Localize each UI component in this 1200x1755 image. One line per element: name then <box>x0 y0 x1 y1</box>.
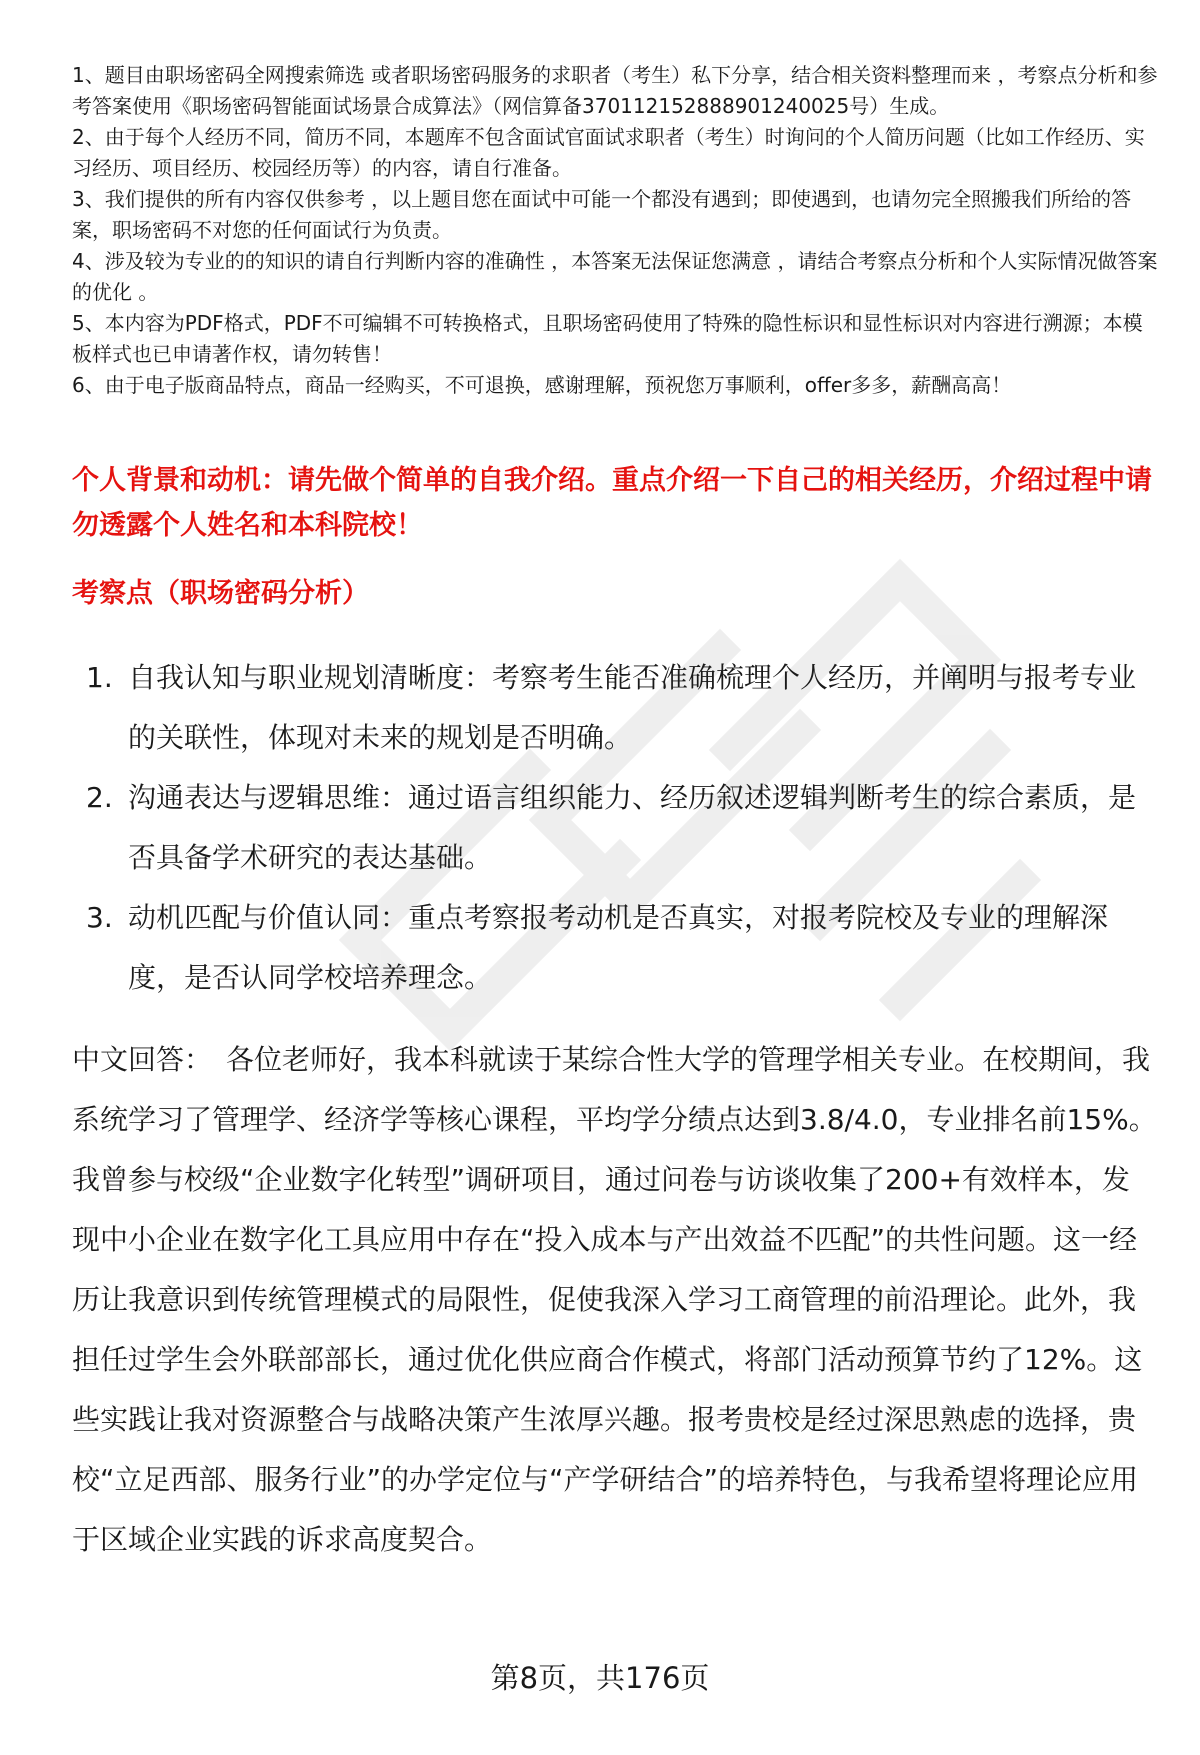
disclaimer-note-3: 3、我们提供的所有内容仅供参考 ，以上题目您在面试中可能一个都没有遇到；即使遇到，也请勿完全照搬我们所给的答案，职场密码不对您的任何面试行为负责。 <box>72 187 1132 242</box>
analysis-point-2 <box>72 768 1152 888</box>
point-text: 沟通表达与逻辑思维：通过语言组织能力、经历叙述逻辑判断考生的综合素质，是否具备学术研究的表达基础。 <box>128 781 1137 874</box>
answer-paragraph <box>72 1030 1157 1570</box>
disclaimer-note-6: 6、由于电子版商品特点，商品一经购买，不可退换，感谢理解，预祝您万事顺利，offer多多，薪酬高高！ <box>72 373 1012 397</box>
answer-label: 中文回答： <box>72 1043 213 1076</box>
analysis-point-1 <box>72 648 1152 768</box>
point-text: 自我认知与职业规划清晰度：考察考生能否准确梳理个人经历，并阐明与报考专业的关联性，体现对未来的规划是否明确。 <box>128 661 1137 754</box>
analysis-point-3 <box>72 888 1152 1008</box>
interview-question: 个人背景和动机：请先做个简单的自我介绍。重点介绍一下自己的相关经历，介绍过程中请勿透露个人姓名和本科院校！ <box>72 465 1152 541</box>
disclaimer-note-5: 5、本内容为PDF格式，PDF不可编辑不可转换格式，且职场密码使用了特殊的隐性标识和显性标识对内容进行溯源；本模板样式也已申请著作权，请勿转售！ <box>72 311 1143 366</box>
disclaimer-note-4: 4、涉及较为专业的的知识的请自行判断内容的准确性 ，本答案无法保证您满意 ，请结合考察点分析和个人实际情况做答案的优化 。 <box>72 249 1158 304</box>
analysis-points <box>72 648 1152 1008</box>
page-number-footer: 第8页，共176页 <box>490 1661 710 1695</box>
point-number: 1. <box>86 661 113 694</box>
disclaimer-notes <box>72 60 1162 401</box>
disclaimer-note-1: 1、题目由职场密码全网搜索筛选 或者职场密码服务的求职者（考生）私下分享，结合相关资料整理而来 ，考察点分析和参考答案使用《职场密码智能面试场景合成算法》（网信算备370112152888901240025号）生成。 <box>72 63 1158 118</box>
point-text: 动机匹配与价值认同：重点考察报考动机是否真实，对报考院校及专业的理解深度，是否认同学校培养理念。 <box>128 901 1109 994</box>
point-number: 2. <box>86 781 113 814</box>
analysis-title: 考察点（职场密码分析） <box>72 578 369 609</box>
point-number: 3. <box>86 901 113 934</box>
disclaimer-note-2: 2、由于每个人经历不同，简历不同，本题库不包含面试官面试求职者（考生）时询问的个人简历问题（比如工作经历、实习经历、项目经历、校园经历等）的内容，请自行准备。 <box>72 125 1145 180</box>
answer-text: 各位老师好，我本科就读于某综合性大学的管理学相关专业。在校期间，我系统学习了管理学、经济学等核心课程，平均学分绩点达到3.8/4.0，专业排名前15%。我曾参与校级“企业数字化转型”调研项目，通过问卷与访谈收集了200+有效样本，发现中小企业在数字化工具应用中存在“投入成本与产出效益不匹配”的共性问题。这一经历让我意识到传统管理模式的局限性，促使我深入学习工商管理的前沿理论。此外，我担任过学生会外联部部长，通过优化供应商合作模式，将部门活动预算节约了12%。这些实践让我对资源整合与战略决策产生浓厚兴趣。报考贵校是经过深思熟虑的选择，贵校“立足西部、服务行业”的办学定位与“产学研结合”的培养特色，与我希望将理论应用于区域企业实践的诉求高度契合。 <box>72 1043 1157 1556</box>
